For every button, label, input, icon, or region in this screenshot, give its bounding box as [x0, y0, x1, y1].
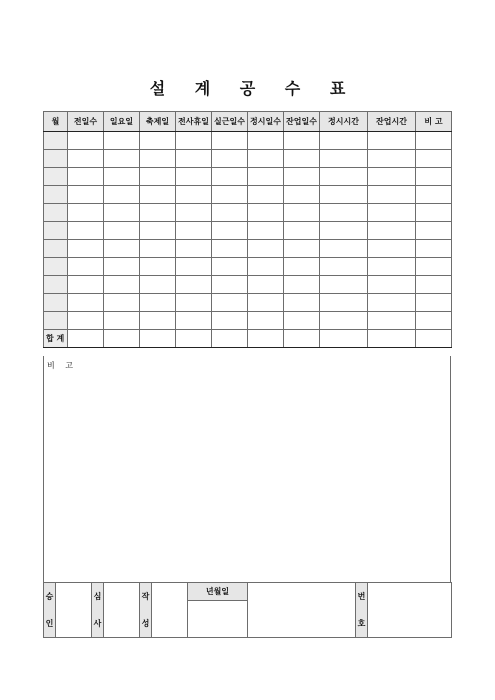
table-cell[interactable] [104, 240, 140, 258]
table-cell[interactable] [416, 312, 452, 330]
remarks-label: 비 고 [47, 361, 77, 370]
table-cell[interactable] [248, 186, 284, 204]
table-cell[interactable] [284, 330, 320, 348]
table-cell[interactable] [320, 186, 368, 204]
table-row [44, 204, 452, 222]
table-cell[interactable] [68, 330, 104, 348]
approve-stamp-box[interactable] [56, 583, 92, 638]
table-cell[interactable] [104, 168, 140, 186]
date-input-box[interactable] [188, 601, 248, 638]
table-cell[interactable] [44, 258, 68, 276]
table-cell[interactable] [284, 222, 320, 240]
total-label: 합 계 [44, 330, 68, 348]
table-cell[interactable] [320, 204, 368, 222]
header-regular-days: 정시일수 [248, 112, 284, 132]
signature-table [43, 582, 452, 638]
table-cell[interactable] [284, 258, 320, 276]
table-cell[interactable] [176, 312, 212, 330]
table-cell[interactable] [68, 258, 104, 276]
table-cell[interactable] [368, 240, 416, 258]
table-cell[interactable] [284, 186, 320, 204]
table-cell[interactable] [140, 150, 176, 168]
author-stamp-box[interactable] [152, 583, 188, 638]
table-cell[interactable] [284, 240, 320, 258]
table-cell[interactable] [104, 204, 140, 222]
table-cell[interactable] [140, 186, 176, 204]
table-cell[interactable] [248, 258, 284, 276]
table-cell[interactable] [176, 258, 212, 276]
table-cell[interactable] [284, 168, 320, 186]
table-cell[interactable] [212, 186, 248, 204]
table-cell[interactable] [104, 186, 140, 204]
table-cell[interactable] [176, 330, 212, 348]
author-label: 작 성 [140, 583, 152, 638]
table-cell[interactable] [176, 222, 212, 240]
table-cell[interactable] [140, 330, 176, 348]
table-cell[interactable] [368, 186, 416, 204]
table-cell[interactable] [140, 168, 176, 186]
table-cell[interactable] [68, 240, 104, 258]
header-sundays: 일요일 [104, 112, 140, 132]
table-cell[interactable] [176, 168, 212, 186]
table-cell[interactable] [44, 168, 68, 186]
table-cell[interactable] [212, 204, 248, 222]
header-row [44, 112, 452, 132]
table-cell[interactable] [176, 240, 212, 258]
table-cell[interactable] [416, 132, 452, 150]
table-cell[interactable] [104, 258, 140, 276]
number-label: 번 호 [356, 583, 368, 638]
table-cell[interactable] [416, 276, 452, 294]
document-title: 설 계 공 수 표 [149, 79, 358, 98]
header-total-days: 전일수 [68, 112, 104, 132]
table-cell[interactable] [416, 204, 452, 222]
number-value-box[interactable] [368, 583, 452, 638]
header-holidays: 축제일 [140, 112, 176, 132]
table-cell[interactable] [140, 240, 176, 258]
table-row [44, 276, 452, 294]
table-row [44, 168, 452, 186]
table-cell[interactable] [44, 294, 68, 312]
table-cell[interactable] [68, 186, 104, 204]
table-cell[interactable] [416, 168, 452, 186]
table-cell[interactable] [320, 312, 368, 330]
table-cell[interactable] [416, 222, 452, 240]
table-cell[interactable] [44, 276, 68, 294]
header-month: 월 [44, 112, 68, 132]
table-cell[interactable] [212, 330, 248, 348]
table-cell[interactable] [44, 150, 68, 168]
table-cell[interactable] [368, 258, 416, 276]
table-cell[interactable] [44, 222, 68, 240]
table-cell[interactable] [368, 204, 416, 222]
remarks-box[interactable] [43, 356, 451, 582]
header-overtime-days: 잔업일수 [284, 112, 320, 132]
total-row [44, 330, 452, 348]
table-cell[interactable] [212, 294, 248, 312]
table-cell[interactable] [248, 330, 284, 348]
man-hour-table [43, 111, 452, 348]
table-cell[interactable] [68, 222, 104, 240]
table-cell[interactable] [68, 276, 104, 294]
table-cell[interactable] [212, 150, 248, 168]
table-cell[interactable] [212, 258, 248, 276]
table-cell[interactable] [284, 204, 320, 222]
table-cell[interactable] [320, 240, 368, 258]
table-cell[interactable] [248, 204, 284, 222]
table-cell[interactable] [44, 240, 68, 258]
table-cell[interactable] [248, 150, 284, 168]
table-cell[interactable] [416, 294, 452, 312]
table-cell[interactable] [368, 330, 416, 348]
date-value-box[interactable] [248, 583, 356, 638]
table-cell[interactable] [44, 312, 68, 330]
table-cell[interactable] [104, 294, 140, 312]
table-cell[interactable] [416, 150, 452, 168]
table-cell[interactable] [368, 222, 416, 240]
table-cell[interactable] [140, 132, 176, 150]
table-cell[interactable] [248, 132, 284, 150]
table-cell[interactable] [248, 312, 284, 330]
table-cell[interactable] [212, 168, 248, 186]
table-cell[interactable] [176, 294, 212, 312]
table-cell[interactable] [248, 240, 284, 258]
table-cell[interactable] [44, 132, 68, 150]
table-cell[interactable] [44, 186, 68, 204]
table-cell[interactable] [368, 168, 416, 186]
table-row [44, 240, 452, 258]
table-cell[interactable] [176, 132, 212, 150]
table-cell[interactable] [68, 204, 104, 222]
table-cell[interactable] [320, 258, 368, 276]
header-company-holidays: 전사휴일 [176, 112, 212, 132]
header-remarks: 비 고 [416, 112, 452, 132]
table-cell[interactable] [176, 276, 212, 294]
table-cell[interactable] [212, 132, 248, 150]
table-cell[interactable] [416, 240, 452, 258]
table-cell[interactable] [368, 312, 416, 330]
header-regular-hours: 정시시간 [320, 112, 368, 132]
table-cell[interactable] [248, 168, 284, 186]
table-cell[interactable] [416, 330, 452, 348]
table-cell[interactable] [140, 258, 176, 276]
table-cell[interactable] [104, 222, 140, 240]
table-cell[interactable] [248, 294, 284, 312]
table-cell[interactable] [176, 204, 212, 222]
table-row [44, 312, 452, 330]
table-cell[interactable] [68, 294, 104, 312]
table-row [44, 222, 452, 240]
table-cell[interactable] [104, 312, 140, 330]
table-cell[interactable] [284, 276, 320, 294]
table-cell[interactable] [368, 132, 416, 150]
table-cell[interactable] [368, 294, 416, 312]
table-cell[interactable] [44, 204, 68, 222]
table-cell[interactable] [368, 276, 416, 294]
table-cell[interactable] [320, 330, 368, 348]
table-cell[interactable] [284, 132, 320, 150]
table-cell[interactable] [212, 222, 248, 240]
table-cell[interactable] [68, 312, 104, 330]
approve-label: 승 인 [44, 583, 56, 638]
table-cell[interactable] [104, 276, 140, 294]
table-cell[interactable] [212, 312, 248, 330]
table-row [44, 186, 452, 204]
review-stamp-box[interactable] [104, 583, 140, 638]
table-cell[interactable] [104, 132, 140, 150]
table-row [44, 294, 452, 312]
review-label: 심 사 [92, 583, 104, 638]
table-cell[interactable] [68, 132, 104, 150]
table-cell[interactable] [176, 186, 212, 204]
table-cell[interactable] [416, 186, 452, 204]
table-cell[interactable] [416, 258, 452, 276]
date-label: 년월일 [188, 583, 248, 601]
table-cell[interactable] [320, 294, 368, 312]
table-cell[interactable] [284, 312, 320, 330]
table-cell[interactable] [140, 222, 176, 240]
table-cell[interactable] [368, 150, 416, 168]
table-cell[interactable] [140, 204, 176, 222]
table-cell[interactable] [68, 150, 104, 168]
table-row [44, 132, 452, 150]
table-cell[interactable] [176, 150, 212, 168]
table-cell[interactable] [284, 150, 320, 168]
table-cell[interactable] [140, 312, 176, 330]
table-cell[interactable] [320, 276, 368, 294]
table-cell[interactable] [284, 294, 320, 312]
table-cell[interactable] [248, 222, 284, 240]
header-working-days: 실근일수 [212, 112, 248, 132]
header-overtime-hours: 잔업시간 [368, 112, 416, 132]
table-row [44, 258, 452, 276]
table-cell[interactable] [140, 276, 176, 294]
table-cell[interactable] [104, 330, 140, 348]
table-cell[interactable] [212, 276, 248, 294]
table-cell[interactable] [140, 294, 176, 312]
table-cell[interactable] [212, 240, 248, 258]
table-row [44, 150, 452, 168]
table-cell[interactable] [320, 168, 368, 186]
table-cell[interactable] [320, 132, 368, 150]
table-cell[interactable] [320, 150, 368, 168]
table-cell[interactable] [320, 222, 368, 240]
table-cell[interactable] [104, 150, 140, 168]
table-cell[interactable] [68, 168, 104, 186]
table-cell[interactable] [248, 276, 284, 294]
